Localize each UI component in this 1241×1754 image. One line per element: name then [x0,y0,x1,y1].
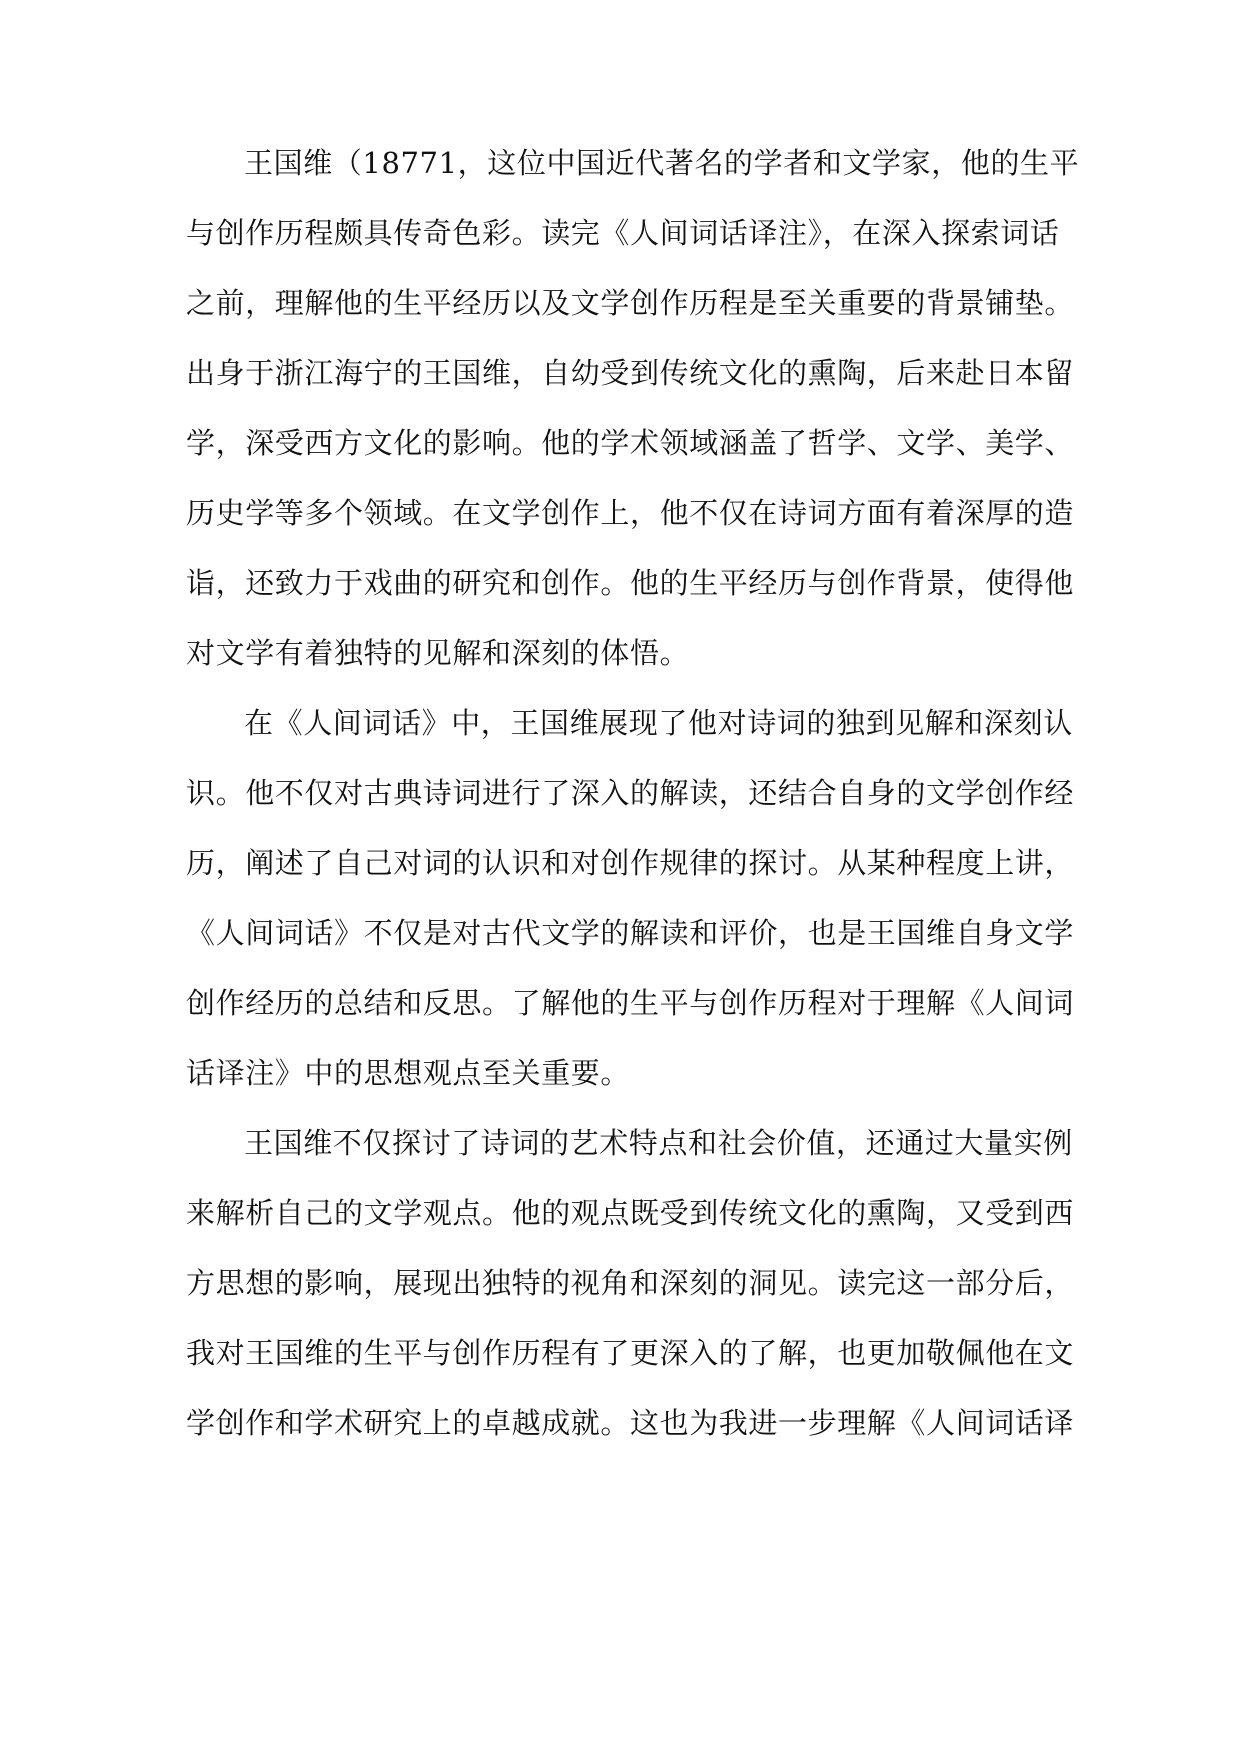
text-line: 在《人间词话》中，王国维展现了他对诗词的独到见解和深刻认 [244,706,1073,740]
paragraph-1 [186,128,1080,688]
document-body [186,128,1080,1458]
text-line: 《人间词话》不仅是对古代文学的解读和评价，也是王国维自身文学 [186,916,1075,950]
text-line: 我对王国维的生平与创作历程有了更深入的了解，也更加敬佩他在文 [186,1336,1075,1370]
text-line: 出身于浙江海宁的王国维，自幼受到传统文化的熏陶，后来赴日本留 [186,356,1075,390]
text-line: 诣，还致力于戏曲的研究和创作。他的生平经历与创作背景，使得他 [186,566,1075,600]
paragraph-2 [186,688,1075,1108]
text-line: 历，阐述了自己对词的认识和对创作规律的探讨。从某种程度上讲， [186,846,1075,880]
text-line: 学，深受西方文化的影响。他的学术领域涵盖了哲学、文学、美学、 [186,426,1075,460]
text-line: 识。他不仅对古典诗词进行了深入的解读，还结合自身的文学创作经 [186,776,1075,810]
text-line: 之前，理解他的生平经历以及文学创作历程是至关重要的背景铺垫。 [186,286,1075,320]
text-line: 创作经历的总结和反思。了解他的生平与创作历程对于理解《人间词 [186,986,1075,1020]
text-line: 王国维（18771，这位中国近代著名的学者和文学家，他的生平 [244,146,1080,180]
text-line: 与创作历程颇具传奇色彩。读完《人间词话译注》，在深入探索词话 [186,216,1060,250]
text-line: 历史学等多个领域。在文学创作上，他不仅在诗词方面有着深厚的造 [186,496,1075,530]
text-line: 来解析自己的文学观点。他的观点既受到传统文化的熏陶，又受到西 [186,1196,1075,1230]
paragraph-3 [186,1108,1075,1458]
text-line: 学创作和学术研究上的卓越成就。这也为我进一步理解《人间词话译 [186,1406,1075,1440]
text-line: 话译注》中的思想观点至关重要。 [186,1056,631,1090]
text-line: 对文学有着独特的见解和深刻的体悟。 [186,636,690,670]
text-line: 方思想的影响，展现出独特的视角和深刻的洞见。读完这一部分后， [186,1266,1075,1300]
text-line: 王国维不仅探讨了诗词的艺术特点和社会价值，还通过大量实例 [244,1126,1073,1160]
